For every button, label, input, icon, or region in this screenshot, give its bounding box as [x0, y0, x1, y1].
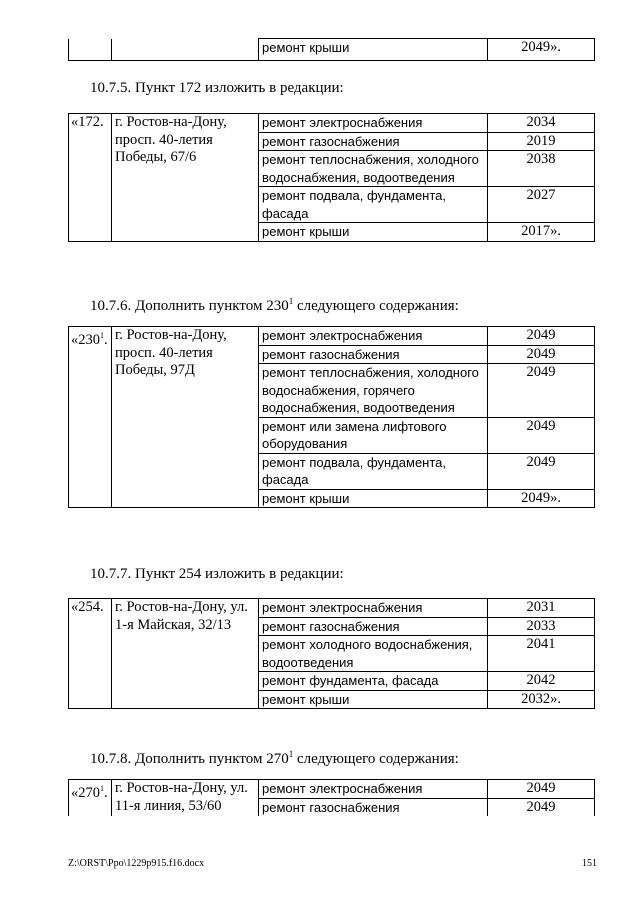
work-cell: ремонт теплоснабжения, холодного водоснабжения, водоотведения [259, 151, 488, 187]
address-cell: г. Ростов-на-Дону, ул. 11-я линия, 53/60 [112, 780, 259, 817]
address-cell: г. Ростов-на-Дону, ул. 1-я Майская, 32/13 [112, 599, 259, 709]
table-item-270-1 [68, 779, 595, 816]
work-cell: ремонт холодного водоснабжения, водоотведения [259, 636, 488, 672]
year-cell: 2027 [488, 187, 595, 223]
table-continuation [68, 38, 595, 61]
year-cell: 2049 [488, 364, 595, 418]
year-cell: 2049 [488, 798, 595, 816]
table-row [69, 39, 595, 61]
work-cell: ремонт газоснабжения [259, 798, 488, 816]
work-cell: ремонт электроснабжения [259, 114, 488, 133]
year-cell: 2049 [488, 780, 595, 799]
year-cell: 2038 [488, 151, 595, 187]
item-number: «172. [69, 114, 112, 242]
year-cell: 2042 [488, 672, 595, 691]
work-cell: ремонт электроснабжения [259, 599, 488, 618]
year-cell: 2031 [488, 599, 595, 618]
work-cell: ремонт крыши [259, 223, 488, 242]
item-number: «$270^1$. [69, 780, 112, 817]
work-cell: ремонт газоснабжения [259, 617, 488, 636]
year-cell: 2049». [488, 489, 595, 508]
table-row [69, 327, 595, 346]
table-item-230-1 [68, 326, 595, 508]
year-cell: 2049 [488, 417, 595, 453]
year-cell: 2049 [488, 453, 595, 489]
work-cell: ремонт электроснабжения [259, 327, 488, 346]
table-row [69, 780, 595, 799]
item-number: «254. [69, 599, 112, 709]
item-number: «$230^1$. [69, 327, 112, 508]
year-cell: 2017». [488, 223, 595, 242]
footer-file-path: Z:\ORST\Ppo\1229p915.f16.docx [68, 858, 205, 869]
table-item-254 [68, 598, 595, 709]
year-cell: 2019 [488, 132, 595, 151]
year-cell: 2041 [488, 636, 595, 672]
year-cell: 2034 [488, 114, 595, 133]
work-cell: ремонт крыши [259, 690, 488, 709]
paragraph-10-7-6: 10.7.6. Дополнить пунктом $230^1$ следующего содержания: [90, 296, 459, 314]
paragraph-10-7-8: 10.7.8. Дополнить пунктом $270^1$ следующего содержания: [90, 749, 459, 767]
table-row [69, 599, 595, 618]
work-cell: ремонт крыши [259, 489, 488, 508]
year-cell: 2033 [488, 617, 595, 636]
work-cell: ремонт или замена лифтового оборудования [259, 417, 488, 453]
work-cell: ремонт фундамента, фасада [259, 672, 488, 691]
year-cell: 2049 [488, 345, 595, 364]
year-cell: 2032». [488, 690, 595, 709]
work-cell: ремонт электроснабжения [259, 780, 488, 799]
address-cell: г. Ростов-на-Дону, просп. 40-летия Победы, 67/6 [112, 114, 259, 242]
work-cell: ремонт теплоснабжения, холодного водоснабжения, горячего водоснабжения, водоотведения [259, 364, 488, 418]
work-cell: ремонт подвала, фундамента, фасада [259, 453, 488, 489]
address-cell: г. Ростов-на-Дону, просп. 40-летия Победы, 97Д [112, 327, 259, 508]
year-cell: 2049». [488, 39, 595, 61]
work-cell: ремонт подвала, фундамента, фасада [259, 187, 488, 223]
year-cell: 2049 [488, 327, 595, 346]
page-number: 151 [582, 858, 597, 869]
table-item-172 [68, 113, 595, 242]
work-cell: ремонт крыши [259, 39, 488, 61]
work-cell: ремонт газоснабжения [259, 132, 488, 151]
paragraph-10-7-7: 10.7.7. Пункт 254 изложить в редакции: [90, 566, 344, 582]
paragraph-10-7-5: 10.7.5. Пункт 172 изложить в редакции: [90, 80, 344, 96]
table-row [69, 114, 595, 133]
work-cell: ремонт газоснабжения [259, 345, 488, 364]
